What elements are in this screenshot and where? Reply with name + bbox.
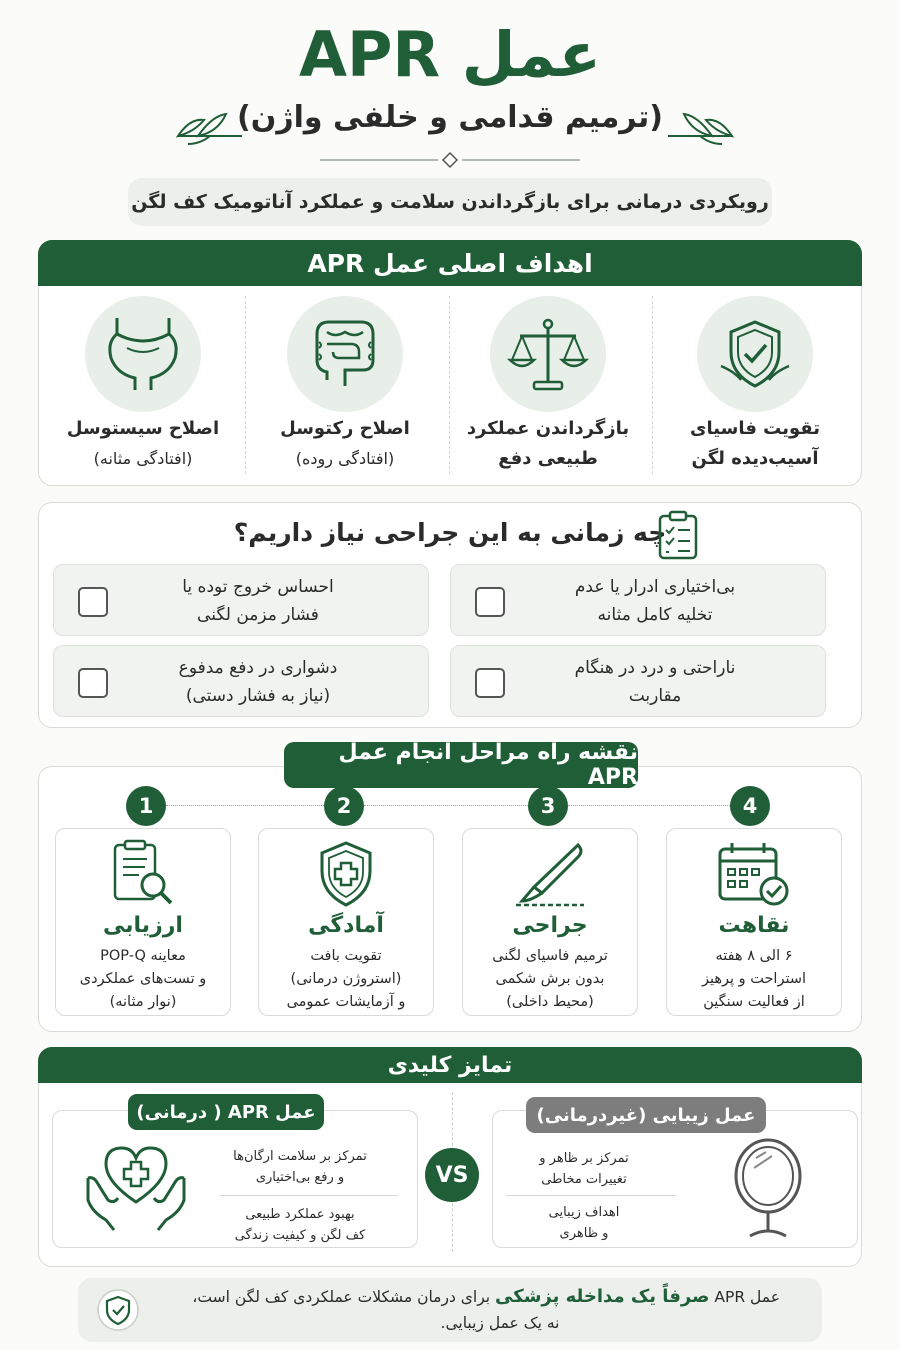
apr-point: تمرکز بر سلامت ارگان‌ها [233, 1149, 367, 1164]
sprig-right-icon [660, 110, 740, 146]
condition-checkbox[interactable] [78, 587, 108, 617]
mirror-icon [728, 1136, 808, 1240]
condition-checkbox[interactable] [475, 668, 505, 698]
step-detail: استراحت و پرهیز [701, 971, 807, 987]
step-detail: و تست‌های عملکردی [79, 971, 207, 987]
goal-title: بازگرداندن عملکرد [466, 418, 630, 439]
step-detail: (نوار مثانه) [109, 994, 177, 1010]
step-title: آمادگی [308, 913, 384, 938]
step-detail: از فعالیت سنگین [703, 994, 805, 1010]
goal-title: اصلاح رکتوسل [280, 418, 410, 439]
scalpel-icon [512, 839, 588, 909]
condition-line: فشار مزمن لگنی [197, 605, 319, 625]
step-connector [166, 805, 324, 806]
page-subtitle: (ترمیم قدامی و خلفی واژن) [237, 100, 663, 135]
condition-checkbox[interactable] [78, 668, 108, 698]
goal-item [43, 296, 243, 480]
apr-point: کف لگن و کیفیت زندگی [234, 1228, 366, 1243]
note-line2: نه یک عمل زیبایی. [440, 1314, 560, 1332]
goal-title: اصلاح سیستوسل [66, 418, 220, 439]
condition-line: بی‌اختیاری ادرار یا عدم [574, 577, 736, 597]
apr-point: و رفع بی‌اختیاری [255, 1170, 345, 1185]
step-detail: (استروژن درمانی) [290, 971, 402, 987]
cosmetic-tag: عمل زیبایی (غیردرمانی) [526, 1097, 766, 1133]
step-connector [568, 805, 730, 806]
condition-line: تخلیه کامل مثانه [597, 605, 713, 625]
step-title: نقاهت [718, 913, 790, 938]
condition-line: (نیاز به فشار دستی) [185, 686, 331, 706]
sprig-left-icon [170, 110, 250, 146]
condition-line: ناراحتی و درد در هنگام [574, 658, 736, 678]
condition-item [450, 564, 826, 636]
vs-badge: VS [425, 1148, 479, 1202]
steps-title: نقشه راه مراحل انجام عمل APR [284, 742, 638, 788]
condition-checkbox[interactable] [475, 587, 505, 617]
step-detail: ترمیم فاسیای لگنی [492, 948, 608, 964]
goal-separator [652, 296, 653, 474]
note-text [160, 1284, 780, 1336]
goal-subtitle: (افتادگی مثانه) [93, 449, 193, 468]
bladder-icon [85, 296, 201, 412]
intestine-icon [287, 296, 403, 412]
step-detail: ۶ الی ۸ هفته [715, 948, 793, 964]
page-title: عمل APR [298, 18, 601, 91]
cosmetic-point: تمرکز بر ظاهر و [539, 1151, 629, 1166]
goal-subtitle: (افتادگی روده) [295, 449, 395, 468]
panel-divider [506, 1195, 676, 1196]
step-card [55, 828, 231, 1016]
goal-title: تقویت فاسیای [690, 418, 820, 439]
step-number: 2 [324, 786, 364, 826]
step-number: 1 [126, 786, 166, 826]
step-detail: تقویت بافت [310, 948, 382, 964]
balance-scale-icon [490, 296, 606, 412]
condition-line: دشواری در دفع مدفوع [178, 658, 338, 678]
apr-tag: عمل APR ( درمانی) [128, 1094, 324, 1130]
step-detail: (محیط داخلی) [506, 994, 594, 1010]
condition-item [53, 645, 429, 717]
cosmetic-point: و ظاهری [559, 1226, 609, 1241]
step-detail: و آزمایشات عمومی [286, 994, 406, 1010]
clipboard-checklist-icon [656, 510, 700, 560]
title-divider [300, 150, 600, 170]
shield-check-icon [96, 1288, 140, 1332]
calendar-check-icon [716, 839, 792, 909]
clipboard-search-icon [105, 839, 181, 909]
step-title: جراحی [512, 913, 588, 938]
step-detail: معاینه POP-Q [100, 948, 186, 964]
note-emphasis: صرفاً یک مداخله پزشکی [495, 1286, 710, 1307]
tagline: رویکردی درمانی برای بازگرداندن سلامت و عملکرد آناتومیک کف لگن [128, 178, 772, 226]
shield-plus-icon [308, 839, 384, 909]
goal-item [245, 296, 445, 480]
step-title: ارزیابی [103, 913, 183, 938]
step-number: 4 [730, 786, 770, 826]
when-title: چه زمانی به این جراحی نیاز داریم؟ [233, 518, 667, 547]
step-detail: بدون برش شکمی [495, 971, 605, 987]
condition-line: احساس خروج توده یا [182, 577, 334, 597]
step-card [462, 828, 638, 1016]
panel-divider [220, 1195, 398, 1196]
apr-point: بهبود عملکرد طبیعی [245, 1207, 355, 1222]
note-post: برای درمان مشکلات عملکردی کف لگن است، [192, 1288, 491, 1306]
goal-item [655, 296, 855, 480]
goal-item [448, 296, 648, 480]
goal-subtitle: آسیب‌دیده لگن [691, 448, 819, 469]
hands-heart-icon [84, 1138, 188, 1234]
condition-item [450, 645, 826, 717]
cosmetic-point: اهداف زیبایی [548, 1205, 620, 1220]
step-card [666, 828, 842, 1016]
condition-item [53, 564, 429, 636]
goals-title: اهداف اصلی عمل APR [38, 240, 862, 286]
condition-line: مقاربت [628, 686, 682, 706]
step-card [258, 828, 434, 1016]
difference-title: تمایز کلیدی [38, 1047, 862, 1083]
step-connector [364, 805, 528, 806]
note-pre: عمل APR [714, 1288, 780, 1306]
shield-check-icon [697, 296, 813, 412]
cosmetic-point: تغییرات مخاطی [541, 1172, 627, 1187]
step-number: 3 [528, 786, 568, 826]
goal-subtitle: طبیعی دفع [498, 448, 598, 469]
